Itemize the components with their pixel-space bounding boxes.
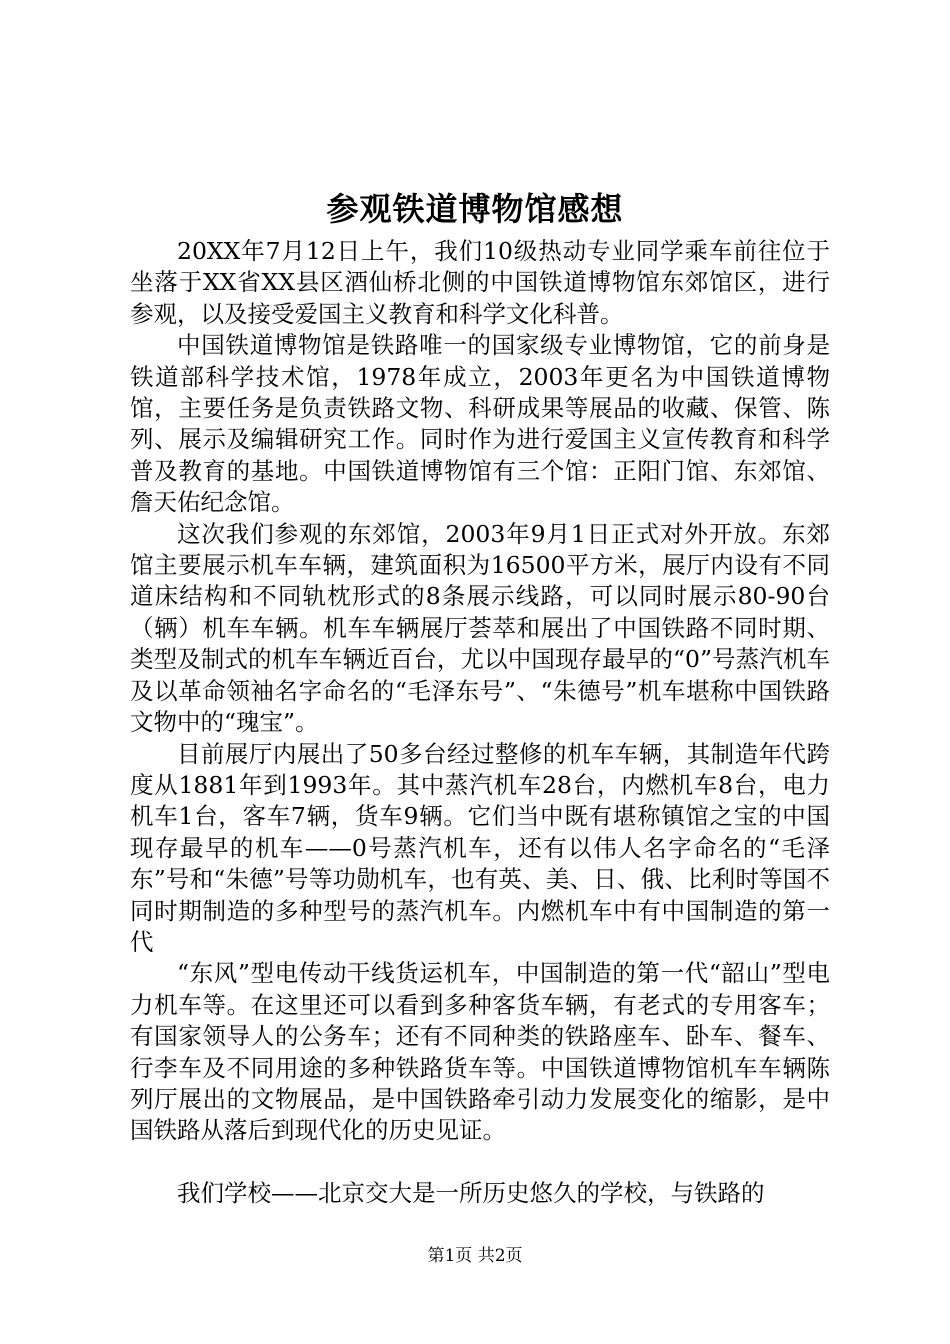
- page-footer: 第1页 共2页: [427, 1246, 523, 1266]
- paragraph: 中国铁道博物馆是铁路唯一的国家级专业博物馆，它的前身是铁道部科学技术馆，1978年成立，2003年更名为中国铁道博物馆，主要任务是负责铁路文物、科研成果等展品的收藏、保管、陈列、展示及编辑研究工作。同时作为进行爱国主义宣传教育和科学普及教育的基地。中国铁道博物馆有三个馆：正阳门馆、东郊馆、詹天佑纪念馆。: [130, 331, 830, 517]
- paragraph: 目前展厅内展出了50多台经过整修的机车车辆，其制造年代跨度从1881年到1993年。其中蒸汽机车28台，内燃机车8台，电力机车1台，客车7辆，货车9辆。它们当中既有堪称镇馆之宝的中国现存最早的机车——0号蒸汽机车，还有以伟人名字命名的“毛泽东”号和“朱德”号等功勋机车，也有英、美、日、俄、比利时等国不同时期制造的多种型号的蒸汽机车。内燃机车中有中国制造的第一代: [130, 739, 830, 956]
- paragraph: 这次我们参观的东郊馆，2003年9月1日正式对外开放。东郊馆主要展示机车车辆，建筑面积为16500平方米，展厅内设有不同道床结构和不同轨枕形式的8条展示线路，可以同时展示80-90台（辆）机车车辆。机车车辆展厅荟萃和展出了中国铁路不同时期、类型及制式的机车车辆近百台，尤以中国现存最早的“0”号蒸汽机车及以革命领袖名字命名的“毛泽东号”、“朱德号”机车堪称中国铁路文物中的“瑰宝”。: [130, 519, 830, 737]
- paragraph: 20XX年7月12日上午，我们10级热动专业同学乘车前往位于坐落于XX省XX县区酒仙桥北侧的中国铁道博物馆东郊馆区，进行参观，以及接受爱国主义教育和科学文化科普。: [130, 237, 830, 328]
- document-body: [130, 236, 830, 1209]
- paragraph: “东风”型电传动干线货运机车，中国制造的第一代“韶山”型电力机车等。在这里还可以看到多种客货车辆，有老式的专用客车；有国家领导人的公务车；还有不同种类的铁路座车、卧车、餐车、行李车及不同用途的多种铁路货车等。中国铁道博物馆机车车辆陈列厅展出的文物展品，是中国铁路牵引动力发展变化的缩影，是中国铁路从落后到现代化的历史见证。: [130, 959, 830, 1145]
- document-title: 参观铁道博物馆感想: [326, 190, 624, 228]
- paragraph: 我们学校——北京交大是一所历史悠久的学校，与铁路的: [177, 1178, 765, 1207]
